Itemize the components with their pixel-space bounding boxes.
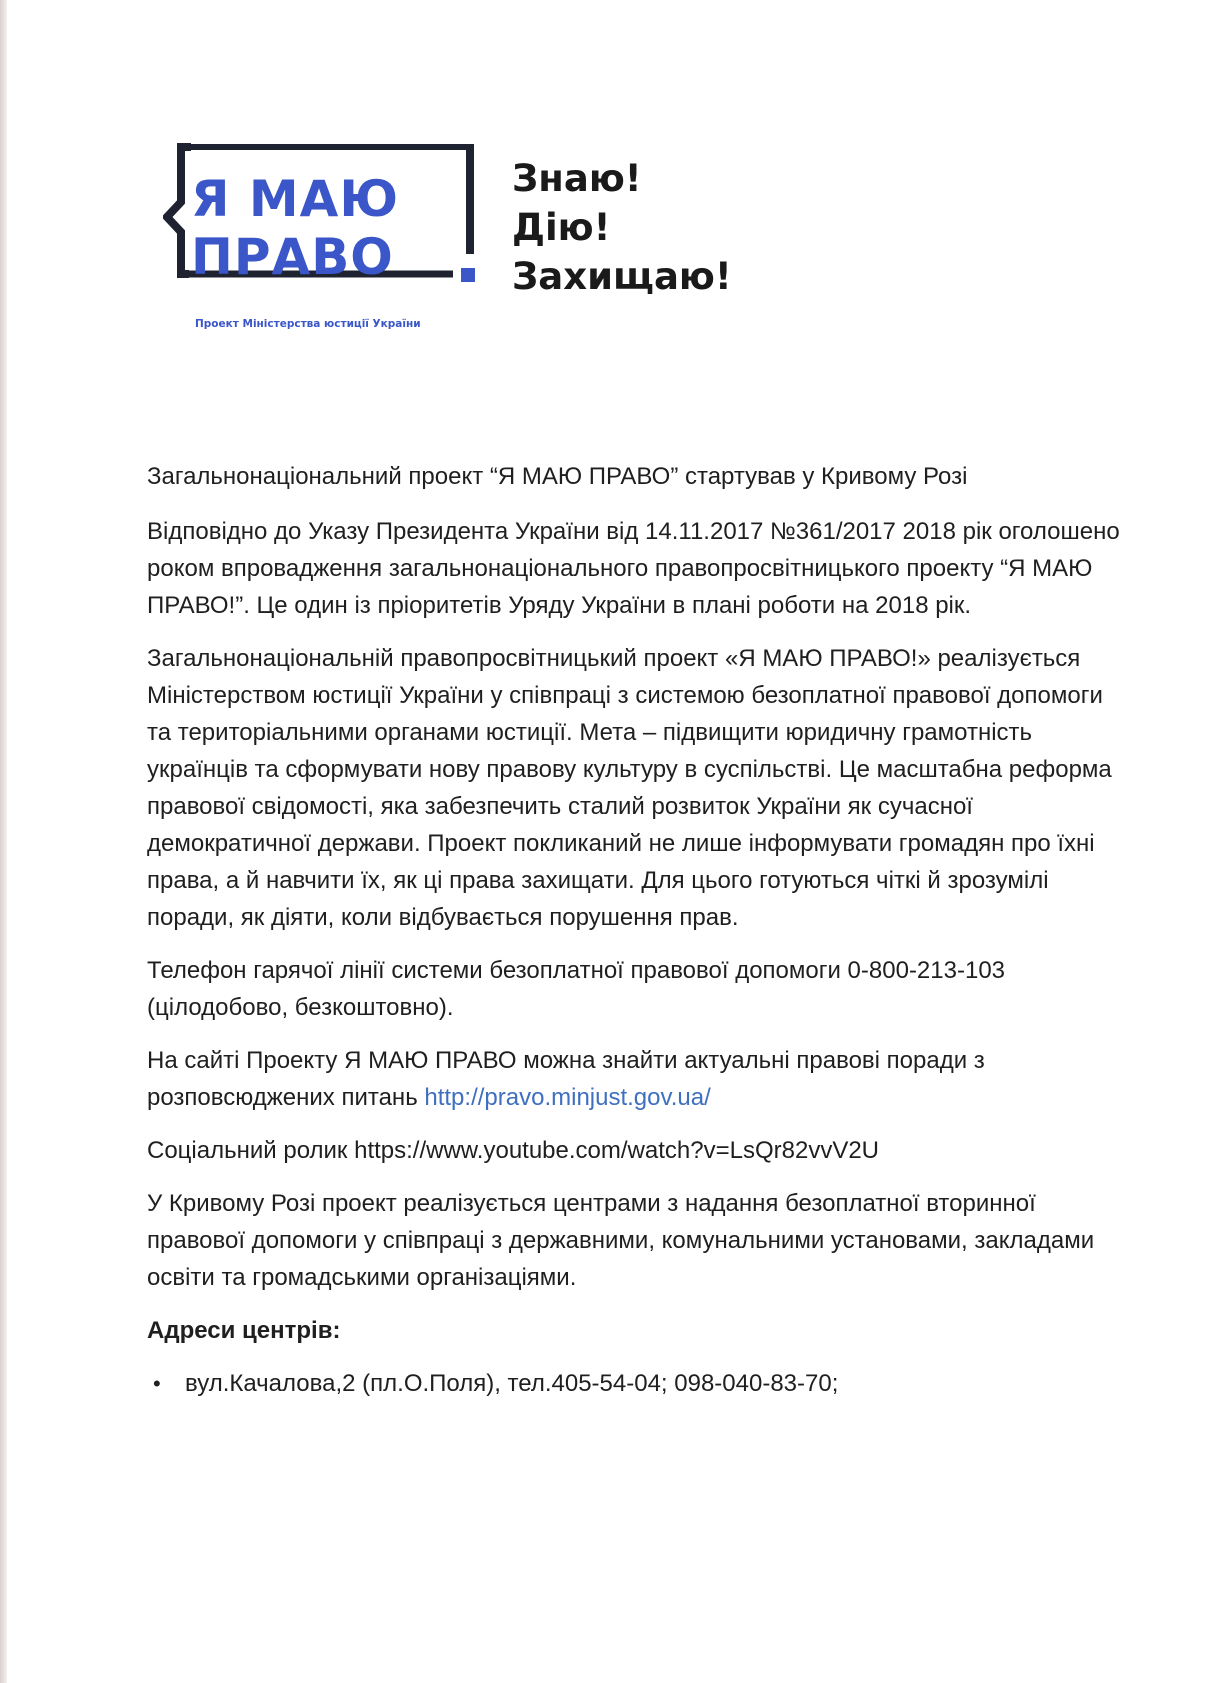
document-body <box>147 458 1122 1402</box>
slogan-line-protect: Захищаю! <box>512 255 732 298</box>
document-title: Загальнонаціональний проект “Я МАЮ ПРАВО” стартував у Кривому Розі <box>147 463 968 490</box>
slogan-line-act: Дію! <box>512 206 611 249</box>
paragraph-decree: Відповідно до Указу Президента України від 14.11.2017 №361/2017 2018 рік оголошено роком впровадження загальнонаціонального правопросвітницького проекту “Я МАЮ ПРАВО!”. Це один із пріоритетів Уряду України в плані роботи на 2018 рік. <box>147 518 1120 619</box>
addresses-list <box>147 1365 1122 1402</box>
logo-caption: Проект Міністерства юстиції України <box>195 318 421 330</box>
scan-edge <box>0 0 7 1683</box>
ya-mayu-pravo-logo <box>163 142 493 342</box>
paragraph-website <box>147 1042 1122 1116</box>
address-item: • вул.Качалова,2 (пл.О.Поля), тел.405-54-04; 098-040-83-70; <box>185 1365 1122 1402</box>
paragraph-project-description: Загальнонаціональній правопросвітницький проект «Я МАЮ ПРАВО!» реалізується Міністерством юстиції України у співпраці з системою безоплатної правової допомоги та територіальними органами юстиції. Мета – підвищити юридичну грамотність українців та сформувати нову правову культуру в суспільстві. Це масштабна реформа правової свідомості, яка забезпечить сталий розвиток України як сучасної демократичної держави. Проект покликаний не лише інформувати громадян про їхні права, а й навчити їх, як ці права захищати. Для цього готуються чіткі й зрозумілі поради, як діяти, коли відбувається порушення прав. <box>147 645 1112 931</box>
website-text: На сайті Проекту Я МАЮ ПРАВО можна знайти актуальні правові поради з розповсюджених питань <box>147 1047 985 1111</box>
paragraph-video: Соціальний ролик https://www.youtube.com/watch?v=LsQr82vvV2U <box>147 1137 879 1164</box>
paragraph-hotline: Телефон гарячої лінії системи безоплатної правової допомоги 0-800-213-103 (цілодобово, безкоштовно). <box>147 957 1006 1021</box>
addresses-heading: Адреси центрів: <box>147 1317 341 1344</box>
logo-text-line1: Я МАЮ <box>191 170 400 228</box>
paragraph-centers: У Кривому Розі проект реалізується центрами з надання безоплатної вторинної правової допомоги у співпраці з державними, комунальними установами, закладами освіти та громадськими організаціями. <box>147 1190 1095 1291</box>
slogan <box>512 154 732 301</box>
slogan-line-know: Знаю! <box>512 157 642 200</box>
logo-text-line2: ПРАВО <box>191 228 394 286</box>
website-link[interactable]: http://pravo.minjust.gov.ua/ <box>424 1084 711 1111</box>
